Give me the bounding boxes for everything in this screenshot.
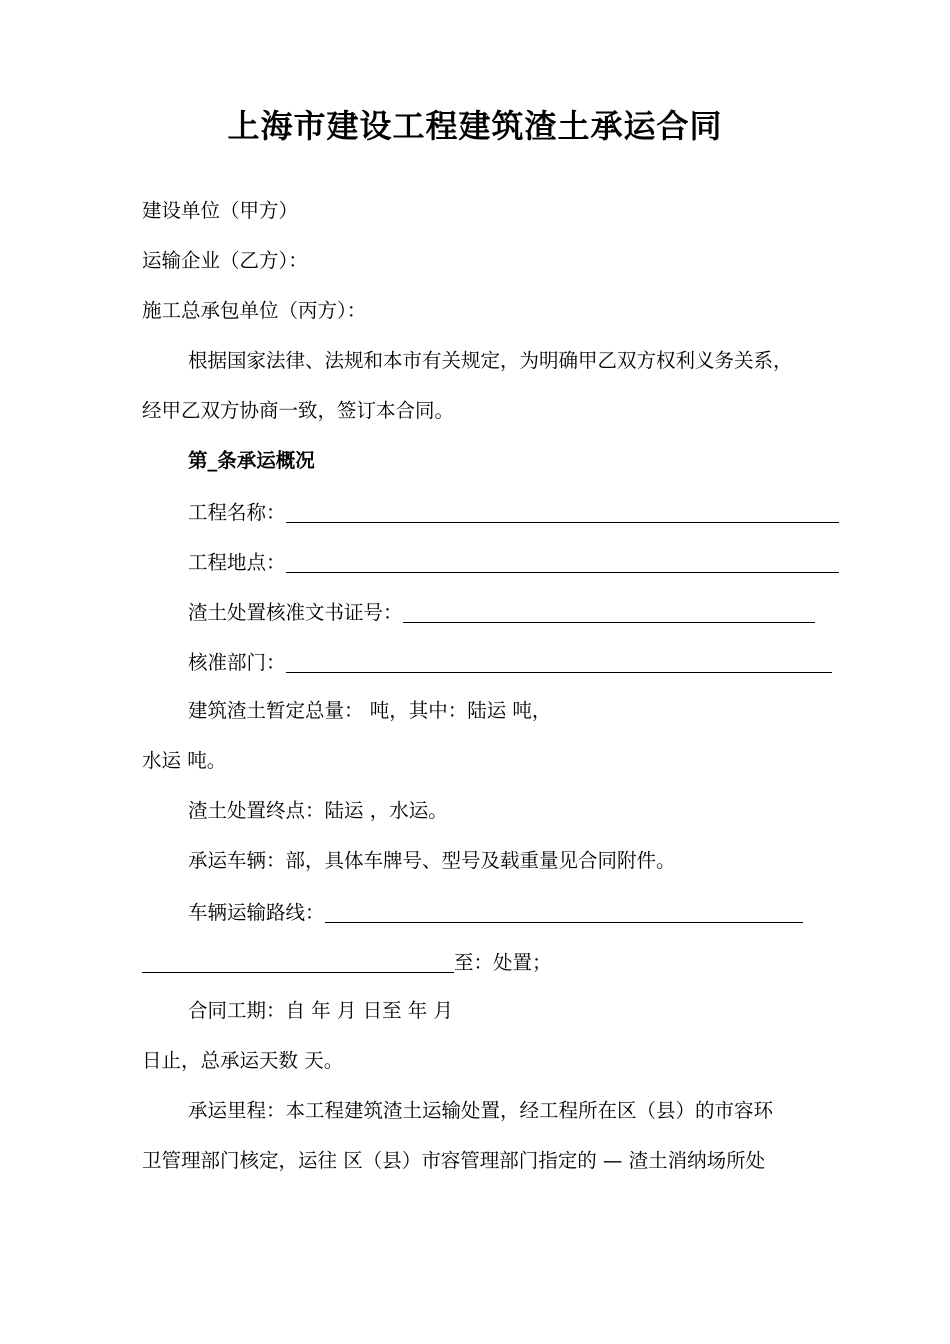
total-qty-line-1: 建筑渣土暂定总量： 吨，其中：陆运 吨， (188, 699, 552, 722)
period-line-1: 合同工期：自 年 月 日至 年 月 (188, 999, 453, 1022)
project-name-blank (286, 500, 839, 523)
project-site-blank (286, 550, 839, 573)
approval-dept-blank (286, 650, 832, 673)
intro-line-2: 经甲乙双方协商一致，签订本合同。 (142, 399, 455, 422)
party-a-line: 建设单位（甲方） (142, 199, 299, 222)
route-label: 车辆运输路线： (188, 901, 325, 924)
party-b-line: 运输企业（乙方）： (142, 249, 308, 272)
mileage-line-1: 承运里程：本工程建筑渣土运输处置，经工程所在区（县）的市容环 (188, 1099, 774, 1122)
endpoint-line: 渣土处置终点：陆运 ，水运。 (188, 799, 448, 822)
route-end-field (142, 946, 552, 978)
route-end-label: 至：处置； (454, 951, 552, 974)
period-line-2: 日止，总承运天数 天。 (142, 1049, 344, 1072)
project-site-label: 工程地点： (188, 551, 286, 574)
document-title: 上海市建设工程建筑渣土承运合同 (227, 107, 723, 145)
project-name-field (188, 496, 839, 528)
permit-no-label: 渣土处置核准文书证号： (188, 601, 403, 624)
project-site-field (188, 546, 839, 578)
approval-dept-field (188, 646, 832, 678)
permit-no-blank (403, 600, 815, 623)
approval-dept-label: 核准部门： (188, 651, 286, 674)
party-c-line: 施工总承包单位（丙方）： (142, 299, 367, 322)
route-blank (325, 900, 803, 923)
project-name-label: 工程名称： (188, 501, 286, 524)
route-field (188, 896, 803, 928)
route-start-blank (142, 950, 454, 973)
section-heading: 第_条承运概况 (188, 449, 315, 472)
vehicles-line: 承运车辆：部，具体车牌号、型号及载重量见合同附件。 (188, 849, 676, 872)
mileage-line-2: 卫管理部门核定，运往 区（县）市容管理部门指定的 — 渣土消纳场所处 (142, 1149, 766, 1172)
permit-no-field (188, 596, 815, 628)
intro-line-1: 根据国家法律、法规和本市有关规定，为明确甲乙双方权利义务关系， (188, 349, 793, 372)
total-qty-line-2: 水运 吨。 (142, 749, 227, 772)
